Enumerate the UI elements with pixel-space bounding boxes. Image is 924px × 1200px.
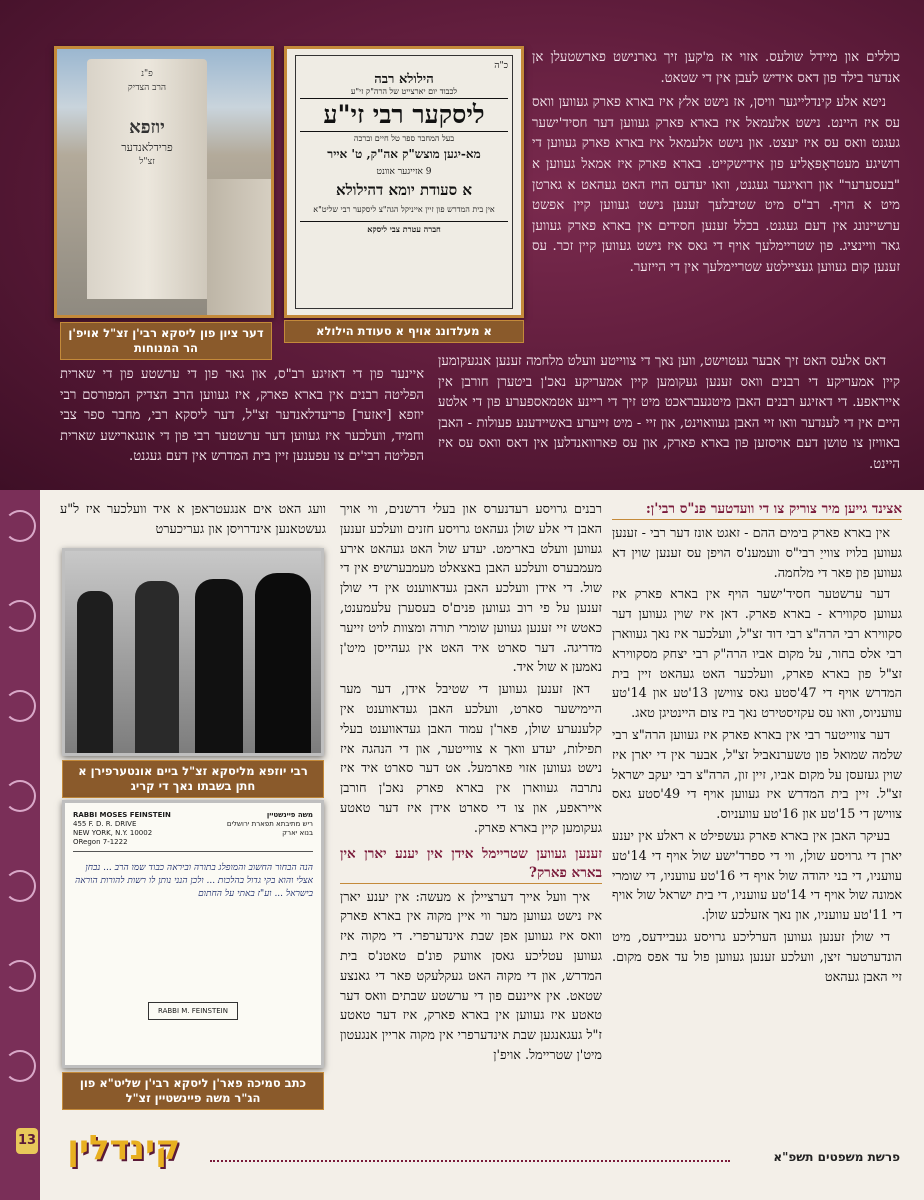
- bottom-left-paragraph: וועג האט אים אנגעטראפן א איד וועלכער איז ל"ע געשטאנען אינדרויסן און געריכערט: [60, 502, 326, 537]
- grave-stone: [87, 59, 207, 299]
- grave-line1: פ"נ: [141, 69, 153, 79]
- procession-photo: [62, 548, 324, 756]
- clip-line4: מא-יגען מוצש"ק אה"ק, ט' אייר: [327, 147, 481, 161]
- footer-divider: [210, 1160, 730, 1162]
- kindlin-logo: קינדלין: [67, 1128, 180, 1168]
- grave-line2: הרב הצדיק: [127, 83, 167, 93]
- section-heading-return: אצינד גייען מיר צוריק צו די וועדטער פנ"ס רבי'ן:: [612, 500, 902, 520]
- swirl-ornament-icon: [4, 960, 36, 992]
- clip-line5: 9 אזייגער אוונט: [376, 167, 432, 177]
- person-figure: [135, 581, 179, 756]
- letter-stamp-text: RABBI M. FEINSTEIN: [158, 1007, 228, 1015]
- top-main-text: [532, 48, 900, 283]
- letter-header: [73, 811, 313, 852]
- top-left-paragraph: איינער פון די דאזיגע רב"ס, און גאר פון די ערשטע פון די שארית הפליטה רבנים אין בארא פארק, איז געווען הרב הצדיק המפורסם רבי יוזפא [יאזער] פריעדלאנדער זצ"ל, דער ליסקא רבי, מחבר ספר צבי וחמיד, וועלכער איז געווען דער ערשטער רבי פון די אונגארישע שארית הפליטה רבי'ים צו עפענען זיין בית המדרש אין דעם געגנט.: [60, 367, 424, 465]
- swirl-ornament-icon: [4, 1050, 36, 1082]
- bottom-right-paragraph: דער צווייטער רבי אין בארא פארק איז געווען הרה"צ רבי שלמה שמואל פון טשערנאביל זצ"ל, אבער אין די יארן איז שוין געזעסן על מקום אביו, זיין זון, הרה"צ רבי יעקב ישראל זצ"ל. זיין בית המדרש איז געווען אויף די 49'סטע גאס צווישן די 15'טע און 16'טע עוועניוס.: [612, 727, 902, 823]
- hilula-clipping-frame: [284, 46, 524, 318]
- bottom-mid-paragraph: איך וועל אייך דערציילן א מעשה: אין יענע יארן איז נישט געווען מער ווי איין מקוה אין בארא פארק וואס איז געווען אפן שבת אינדערפרי. די מקוה איז געווען עטליכע גאסן אוועק פונ'ם טאטנ'ס בית המדרש, און די מקוה האט געקלעקט פאר די גאנצע שטאט. אין איינעם פון די ערשטע שבתים וואס דער טאטע איז געווען אין בארא פארק, איז דער טאטע ז"ל געגאנגען שבת אינדערפרי אין מקוה אריין אנגעטון מיט'ן שטריימל. אויפ'ן: [340, 889, 602, 1063]
- swirl-ornament-icon: [4, 600, 36, 632]
- bottom-left-column: [60, 500, 326, 542]
- swirl-ornament-icon: [4, 690, 36, 722]
- hilula-clipping: [295, 55, 513, 309]
- top-paragraph-2: ניטא אלע קינדלייגער וויסן, אז נישט אלץ איז בארא פארק געווען וואס עס איז היינט. נישט אלעמאל איז בארא פארק געווען דער חסיד'ישער געגנט וואס עס איז יעצט. און נישט אלעמאל איז בארא פארק געווען די רושיגע מעטראָפּאָליע פון אידישקייט. בארא פארק איז אמאל געווען א "בעסערער" און רואיגער געגנט, וואו יעדעס הויז האט געהאט א גארטן מיט א הויף. רב"ס מיט שטיבלעך זענען נישט געווען קיין אפשט ערשיינונג אין דעם געגנט. בכלל זענען חסידים אין בארא פארק געווען גאר וויינציג. פון שטריימלעך אויף די גאס איז נישט געווען קיין זכר. עס זענען קום געווען געציילטע שטריימלעך אין די הייזער.: [532, 95, 900, 275]
- person-figure: [77, 591, 113, 756]
- grave-side-stones: [207, 179, 274, 318]
- bottom-right-paragraph: בעיקר האבן אין בארא פארק געשפילט א ראלע אין יענע יארן די גרויסע שולן, ווי די ספרד'ישע שול אויף די 14'טע עוועניו, די בני יהודה שול אויף די 16'טע עוועניו, די שומרי אמונה שול אויף די 14'טע עוועניו, די בית ישראל שול אויף די 11'טע עוועניו, און נאך אזעלכע שולן.: [612, 828, 902, 924]
- semicha-letter: [62, 800, 324, 1068]
- clip-line8: חברה עטרת צבי ליסקא: [300, 221, 508, 234]
- bottom-middle-column: [340, 500, 602, 1068]
- page-number: 13: [16, 1128, 38, 1154]
- top-paragraph-1: כוללים און מיידל שולעס. אזוי אז מ'קען זיך גארנישט פארשטעלן אן אנדער בילד פון דאס אידיש לעבן אין די שטאט.: [532, 50, 900, 86]
- letter-header-he: משה פיינשטיין: [266, 811, 313, 819]
- clip-line6: א סעודת יומא דהילולא: [335, 181, 473, 199]
- swirl-ornament-icon: [4, 870, 36, 902]
- grave-line5: זצ"ל: [139, 157, 155, 167]
- section-heading-shtreimel: זענען געווען שטריימל אידן אין יענע יארן אין בארא פארק?: [340, 845, 602, 884]
- letter-stamp: [148, 1002, 238, 1020]
- grave-line3: יוזפא: [129, 117, 165, 138]
- bottom-right-paragraph: דער ערשטער חסיד'ישער הויף אין בארא פארק איז געווען סקווירא - בארא פארק. דאן איז שוין געווען דער סקווירא רבי הרה"צ רבי דוד זצ"ל, וועלכער איז נאך געווארן רבי אלס בחור, על מקום אביו הרה"ק רבי יצחק מסקווירא זצ"ל פון בארא פארק, וועלכער האט געהאט זיין בית המדרש אויף די 47'סטע גאס צווישן 13'טע און 14'טע עוועניוס, וואו עס עקזיסטירט נאך ביז צום היינטיגן טאג.: [612, 587, 902, 722]
- top-paragraph-3: דאס אלעס האט זיך אבער געטוישט, ווען נאך די צווייטע וועלט מלחמה זענען אנגעקומען קיין אמעריקע די רבנים וואס זענען געקומען קיין אמעריקע נאכ'ן ביטערן חורבן אין אייראפע. די דאזיגע רבנים האבן מיטגעבראכט מיט זיך די ריינע אטמאספערע פון די אלטע היים אין די לענדער וואו זיי האבן געוואוינט, און זיי - מיט זייערע באשיידענע פעולות - האבן באוויזן צו טושן דעם אויסזען פון בארא פארק, און עס פארוואנדלען אין דאס וואס עס איז היינט.: [438, 354, 900, 472]
- swirl-ornament-icon: [4, 780, 36, 812]
- clip-line1: הילולא רבה: [374, 72, 434, 87]
- clip-line2: לכבוד יום יארצייט של הרה"ק זי"ע: [350, 87, 458, 96]
- bottom-right-paragraph: די שולן זענען געווען הערליכע גרויסע געביידעס, מיט הונדערטער זיצן, וועלכע זענען געווען פול עד אפס מקום. זיי האבן געהאט: [612, 929, 902, 985]
- clip-tag: כ"ה: [494, 61, 508, 71]
- parsha-label: פרשת משפטים תשפ"א: [773, 1150, 900, 1164]
- grave-caption: דער ציון פון ליסקא רבי'ן זצ"ל אויפ'ן הר המנוחות: [60, 322, 272, 360]
- bottom-right-column: [612, 500, 902, 989]
- letter-body: הנה הבחור החשוב והמופלג בתורה וביראה כבוד שמו הרב ... נבחן אצלי והוא בקי גדול בהלכות ... ולכן הנני נותן לו רשות להורות הוראה בישראל ... וע"ז באתי על החתום: [74, 863, 313, 899]
- letter-header-phone: ORegon 7-1222: [73, 838, 128, 846]
- clip-big-name: ליסקער רבי זי"ע: [300, 98, 508, 132]
- top-left-text: [60, 365, 424, 472]
- decorative-left-border: [0, 490, 40, 1200]
- grave-photo: [54, 46, 274, 318]
- letter-caption: כתב סמיכה פאר'ן ליסקא רבי'ן שליט"א פון הג"ר משה פיינשטיין זצ"ל: [62, 1072, 324, 1110]
- bottom-mid-paragraph: רבנים גרויסע רעדנערס און בעלי דרשנים, ווי אויך האבן די אלע שולן געהאט גרויסע חזנים וועלכע זענען געווען וועלט בארימט. יעדע שול האט געהאט אירע מעמבערס וועלכע האבן באצאלט מעמבערשיפ אין די שול. די אידן וועלכע האבן געדאווענט אין די שולן זענען על פי רוב געווען פנים'ס בעסערן עלעמענט, כאטש זיי זענען געווען שומרי תורה ומצוות לויט זייער מדריגה. דער סארט איד האט אין געהייסן מיט'ן נאמען א שול איד.: [340, 502, 602, 676]
- letter-header-he3: בנוא יארק: [282, 829, 313, 837]
- swirl-ornament-icon: [4, 510, 36, 542]
- top-wide-text: [438, 352, 900, 480]
- person-figure: [255, 573, 311, 756]
- letter-header-addr: 455 F. D. R. DRIVE NEW YORK, N.Y. 10002: [73, 820, 153, 837]
- procession-caption: רבי יוזפא מליסקא זצ"ל ביים אונטערפירן א חתן בשבתו נאך די קריג: [62, 760, 324, 798]
- clip-line7: אין בית המדרש פון זיין אייניקל הגה"צ ליסקער רבי שליט"א: [313, 205, 495, 214]
- clipping-caption: א מעלדונג אויף א סעודת הילולא: [284, 320, 524, 343]
- bottom-mid-paragraph: דאן זענען געווען די שטיבל אידן, דער מער היימישער סארט, וועלכע האבן געדאווענט אין קלענערע שולן, פאר'ן עמוד האבן געדאווענט בעלי תפילות, יעדע וואך א צווייטער, און די הנהגה איז נישט געווען אזוי פארמעל. אט דער סארט איד איז נתרבה געווארן אין בארא פארק נאכ'ן חורבן אייראפע, און צו די סארט אידן איז דער טאטע געקומען קיין בארא פארק.: [340, 682, 602, 836]
- letter-header-he2: ריש מתיבתא תפארת ירושלים: [226, 820, 313, 828]
- person-figure: [195, 579, 243, 756]
- grave-line4: פרידלאנדער: [121, 141, 173, 154]
- clip-line3: בעל המחבר ספר טל חיים וברכה: [353, 134, 455, 143]
- bottom-right-paragraph: אין בארא פארק בימים ההם - זאגט אונז דער רבי - זענען געווען בלויז צווייַ רבי"ס וועמענ'ס הויפן עס זענען שוין דא געווען פון פאר די מלחמה.: [612, 526, 902, 581]
- letter-header-en: RABBI MOSES FEINSTEIN: [73, 811, 171, 819]
